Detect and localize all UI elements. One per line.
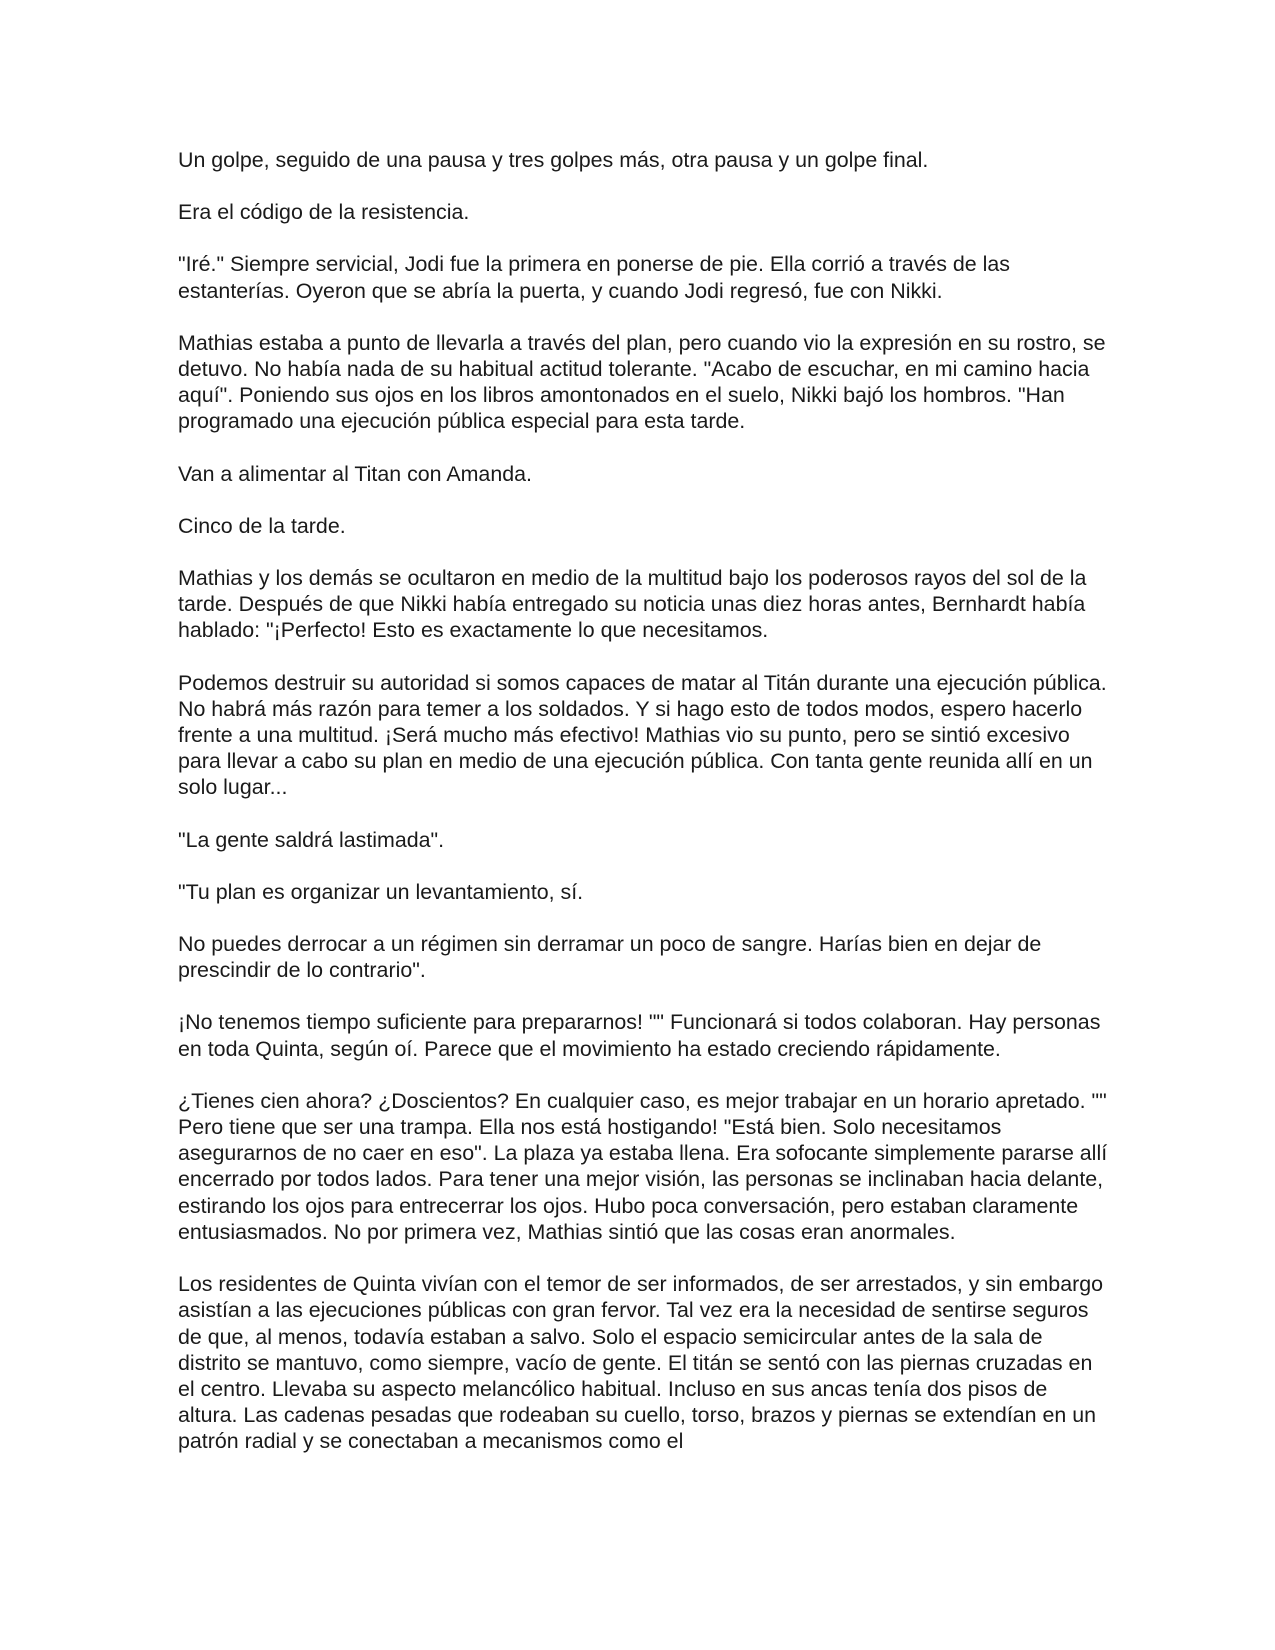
paragraph-12: ¡No tenemos tiempo suficiente para prepararnos! "" Funcionará si todos colaboran. Hay personas en toda Quinta, según oí. Parece que el movimiento ha estado creciendo rápidamente. — [178, 1010, 1101, 1061]
paragraph-3: "Iré." Siempre servicial, Jodi fue la primera en ponerse de pie. Ella corrió a través de las estanterías. Oyeron que se abría la puerta, y cuando Jodi regresó, fue con Nikki. — [178, 252, 1010, 303]
body-text — [178, 147, 1110, 1481]
paragraph-8: Podemos destruir su autoridad si somos capaces de matar al Titán durante una ejecución pública. No habrá más razón para temer a los soldados. Y si hago esto de todos modos, espero hacerlo frente a una multitud. ¡Será mucho más efectivo! Mathias vio su punto, pero se sintió excesivo para llevar a cabo su plan en medio de una ejecución pública. Con tanta gente reunida allí en un solo lugar... — [178, 670, 1107, 800]
paragraph-7: Mathias y los demás se ocultaron en medio de la multitud bajo los poderosos rayos del sol de la tarde. Después de que Nikki había entregado su noticia unas diez horas antes, Bernhardt había hablado: "¡Perfecto! Esto es exactamente lo que necesitamos. — [178, 566, 1087, 643]
paragraph-11: No puedes derrocar a un régimen sin derramar un poco de sangre. Harías bien en dejar de prescindir de lo contrario". — [178, 932, 1042, 983]
paragraph-1: Un golpe, seguido de una pausa y tres golpes más, otra pausa y un golpe final. — [178, 148, 929, 172]
paragraph-6: Cinco de la tarde. — [178, 513, 346, 538]
paragraph-13: ¿Tienes cien ahora? ¿Doscientos? En cualquier caso, es mejor trabajar en un horario apretado. "" Pero tiene que ser una trampa. Ella nos está hostigando! "Está bien. Solo necesitamos asegurarnos de no caer en eso". La plaza ya estaba llena. Era sofocante simplemente pararse allí encerrado por todos lados. Para tener una mejor visión, las personas se inclinaban hacia delante, estirando los ojos para entrecerrar los ojos. Hubo poca conversación, pero estaban claramente entusiasmados. No por primera vez, Mathias sintió que las cosas eran anormales. — [178, 1088, 1108, 1244]
paragraph-14: Los residentes de Quinta vivían con el temor de ser informados, de ser arrestados, y sin embargo asistían a las ejecuciones públicas con gran fervor. Tal vez era la necesidad de sentirse seguros de que, al menos, todavía estaban a salvo. Solo el espacio semicircular antes de la sala de distrito se mantuvo, como siempre, vacío de gente. El titán se sentó con las piernas cruzadas en el centro. Llevaba su aspecto melancólico habitual. Incluso en sus ancas tenía dos pisos de altura. Las cadenas pesadas que rodeaban su cuello, torso, brazos y piernas se extendían en un patrón radial y se conectaban a mecanismos como el — [178, 1272, 1104, 1454]
paragraph-4: Mathias estaba a punto de llevarla a través del plan, pero cuando vio la expresión en su rostro, se detuvo. No había nada de su habitual actitud tolerante. "Acabo de escuchar, en mi camino hacia aquí". Poniendo sus ojos en los libros amontonados en el suelo, Nikki bajó los hombros. "Han programado una ejecución pública especial para esta tarde. — [178, 330, 1106, 434]
paragraph-10: "Tu plan es organizar un levantamiento, sí. — [178, 879, 584, 904]
paragraph-5: Van a alimentar al Titan con Amanda. — [178, 461, 532, 486]
paragraph-9: "La gente saldrá lastimada". — [178, 827, 445, 852]
paragraph-2: Era el código de la resistencia. — [178, 200, 470, 225]
